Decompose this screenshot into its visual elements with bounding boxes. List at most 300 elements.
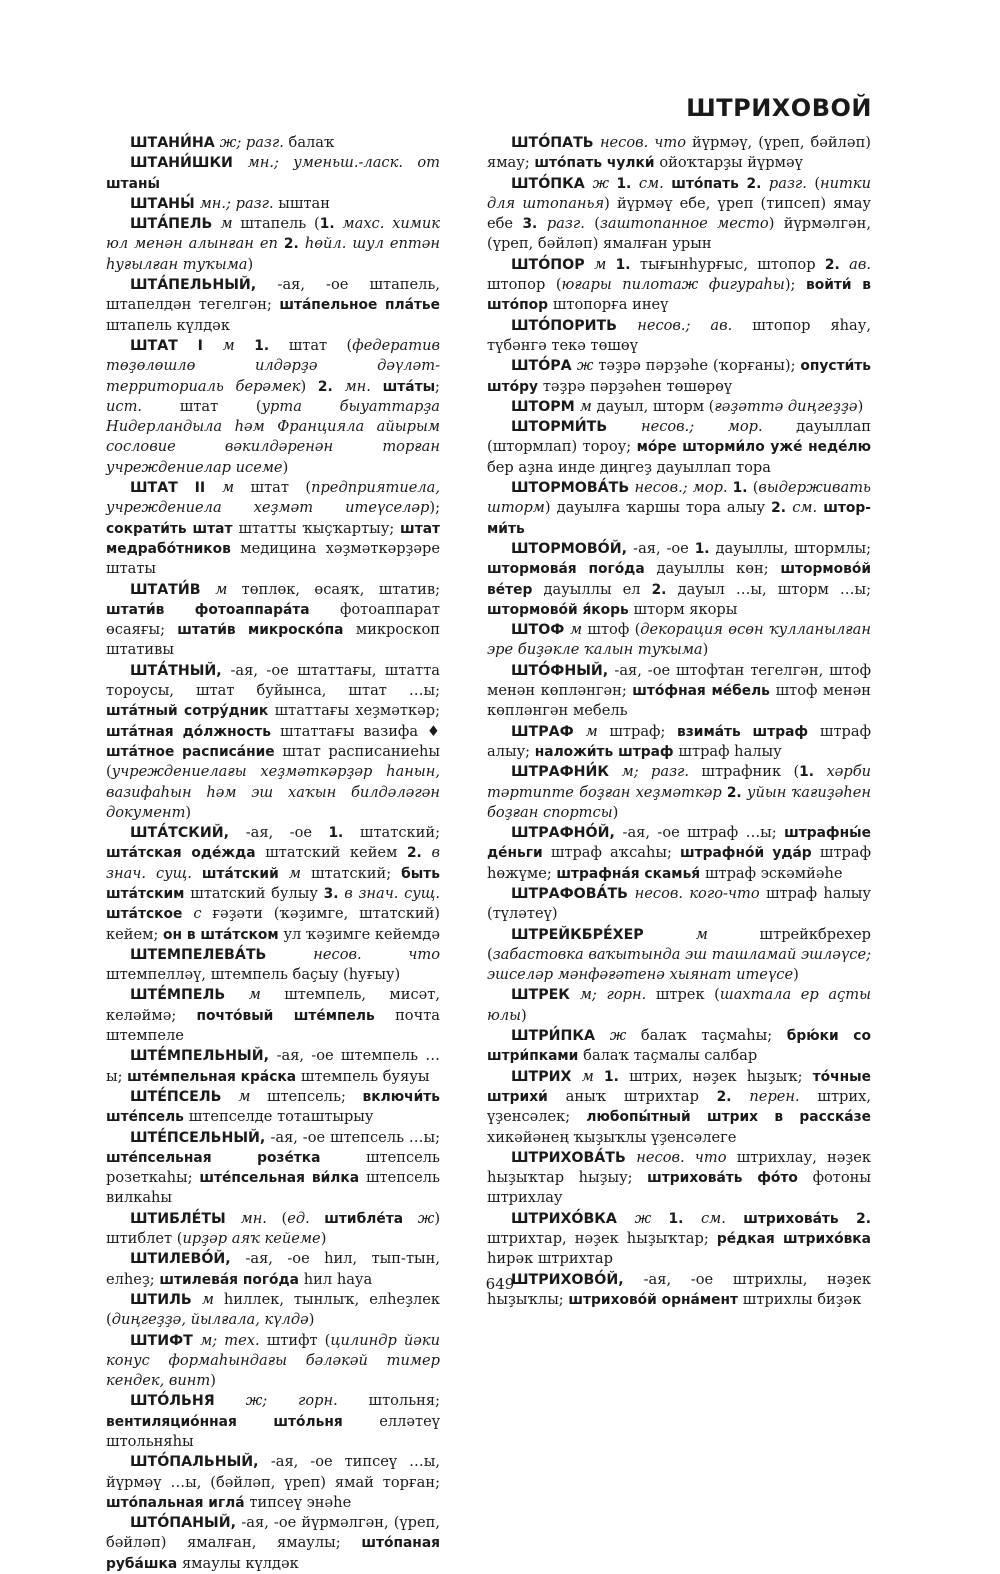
dictionary-entry (487, 620, 871, 661)
bold-phrase: он в шта́тском (163, 926, 284, 943)
bold-phrase: штормово́й ве́тер (487, 561, 871, 598)
entry-text: штатский; (311, 864, 402, 882)
entry-headword: ШТЕ́ПСЕЛЬ (130, 1088, 239, 1105)
entry-text: штемпель буяуы (300, 1067, 430, 1085)
bold-phrase: войти́ в што́пор (487, 277, 871, 314)
italic-label: см. (638, 174, 672, 192)
italic-label: уйын ҡағиҙәһен боҙған спортсы (487, 783, 871, 821)
entry-headword: ШТО́ПАТЬ (511, 135, 600, 151)
entry-text: дауыллы ел (543, 580, 652, 598)
dictionary-entry (487, 133, 871, 174)
entry-text: штепселде тоташтырыу (188, 1108, 374, 1126)
bold-phrase: мо́ре шторми́ло уже́ неде́лю (636, 439, 872, 456)
entry-text: дауыллы көн; (656, 560, 781, 578)
italic-label: м (695, 925, 760, 943)
italic-label: м (288, 864, 312, 882)
italic-label: см. (792, 499, 824, 517)
italic-label: м; тех. (200, 1331, 267, 1349)
entry-text: штраф эскәмйәһе (704, 864, 843, 882)
entry-text: һирәк штрихтар (487, 1250, 613, 1268)
dictionary-entry (487, 397, 871, 417)
entry-text: аныҡ штрихтар (565, 1087, 717, 1105)
entry-text: ( (594, 215, 600, 233)
bold-phrase: штилева́я пого́да (159, 1271, 304, 1288)
bold-phrase: 2. (716, 1088, 750, 1105)
entry-text: штраф һөжүме; (487, 844, 871, 882)
dictionary-entry (487, 174, 871, 255)
entry-text: ) (247, 255, 254, 273)
entry-text: штоф менән көпләнгән мебель (487, 682, 871, 720)
bold-phrase: штат медрабо́тников (106, 520, 441, 557)
bold-phrase: шта́тная до́лжность (106, 723, 281, 740)
italic-label: несов. что (636, 1148, 737, 1166)
italic-label: ед. (287, 1209, 325, 1227)
bold-phrase: штибле́та (324, 1210, 418, 1227)
dictionary-entry (106, 214, 440, 275)
entry-text: штрих, нәҙек һыҙыҡ; (629, 1067, 813, 1085)
entry-text: ойоҡтарҙы йүрмәү (659, 154, 803, 172)
entry-text: штаттағы хеҙмәткәр; (274, 702, 441, 720)
bold-phrase: вентиляцио́нная што́льня (106, 1413, 380, 1430)
entry-text: фотоаппарат өсаяғы; (106, 600, 440, 639)
italic-label: ж (417, 1209, 435, 1227)
entry-text: штатский булыу (190, 884, 324, 902)
entry-text: медицина хәҙмәткәрҙәре штаты (106, 539, 440, 578)
italic-label: федератив төҙөлөшлө илдәрҙә дәүләт-территориаль берәмек (106, 336, 440, 395)
bold-phrase: 1. (615, 256, 640, 273)
entry-headword: ШТРИХОВО́Й, (511, 1271, 644, 1288)
entry-text: ) (185, 803, 192, 821)
bold-phrase: наложи́ть штраф (534, 743, 679, 760)
italic-label: несов. что (313, 945, 440, 963)
entry-headword: ШТИЛЕВО́Й, (130, 1251, 246, 1268)
bold-phrase: 2. (651, 581, 678, 598)
italic-label: декорация өсөн ҡулланылған эре биҙәкле ҡалын туҡыма (487, 621, 871, 659)
entry-text: ул ҡәҙимге кейемдә (283, 925, 440, 943)
italic-label: м (220, 215, 241, 233)
bold-phrase: 2. (406, 845, 432, 862)
italic-label: ав. (849, 255, 872, 273)
left-column (106, 133, 440, 1574)
bold-phrase: 1. (319, 216, 343, 233)
dictionary-entry (487, 823, 871, 884)
italic-label: м (585, 722, 610, 740)
italic-label: мн. (344, 377, 383, 395)
entry-headword: ШТЕ́ПСЕЛЬНЫЙ, (130, 1129, 271, 1146)
entry-text: штатский кейем (265, 844, 407, 862)
entry-text: һил һауа (303, 1270, 373, 1288)
entry-text: фотоны штрихлау (487, 1169, 871, 1207)
entry-text: -ая, -ое штапель, штапелдән тегелгән; (106, 276, 441, 314)
bold-phrase: 2. (824, 256, 850, 273)
entry-headword: ШТА́ТСКИЙ, (130, 825, 246, 842)
entry-text: елләтеү штольняһы (106, 1412, 440, 1450)
entry-text: штепсель; (266, 1087, 363, 1105)
dictionary-entry (487, 478, 871, 539)
entry-text: ) (521, 1006, 527, 1024)
entry-headword: ШТРАФ (511, 723, 586, 740)
bold-phrase: шта́ты (382, 378, 436, 395)
dictionary-entry (106, 478, 440, 579)
dictionary-entry (487, 1026, 871, 1067)
dictionary-entry (487, 356, 871, 397)
bold-phrase: ште́псельная ви́лка (199, 1170, 366, 1187)
bold-phrase: 2. (771, 500, 793, 517)
dictionary-entry (106, 1209, 440, 1250)
entry-headword: ШТО́ПОР (511, 256, 595, 273)
italic-label: м (248, 986, 285, 1004)
entry-text: штепсель вилкаһы (106, 1169, 440, 1207)
entry-headword: ШТИЛЬ (130, 1291, 202, 1308)
bold-phrase: 1. (254, 337, 289, 354)
entry-text: ( (752, 479, 759, 497)
entry-text: балаҡ таҫмаһы; (640, 1027, 787, 1045)
italic-label: см. (700, 1209, 744, 1227)
entry-text: штрафник ( (701, 763, 800, 781)
italic-label: хәрби тәртипте боҙған хеҙмәткәр (487, 763, 872, 801)
entry-text: микроскоп штативы (106, 621, 440, 659)
entry-text: штрих, үҙенсәлек; (487, 1087, 871, 1126)
entry-text: ) йүрмәү ебе, үреп (типсеп) ямау ебе (487, 194, 871, 233)
entry-text: ) (320, 1230, 327, 1248)
entry-text: штат ( (179, 397, 262, 415)
bold-phrase: 1. (328, 825, 360, 842)
entry-headword: ШТРИХОВА́ТЬ (511, 1149, 637, 1166)
italic-label: ж (592, 174, 617, 192)
italic-label: мн.; разг. (199, 194, 279, 212)
italic-label: разг. (546, 215, 595, 233)
italic-label: м; горн. (579, 986, 656, 1004)
entry-text: штопор яһау, түбәнгә текә төшөү (487, 316, 871, 354)
entry-text: ); (429, 499, 440, 517)
dictionary-entry (487, 417, 871, 478)
entry-headword: ШТА́ПЕЛЬ (130, 216, 221, 233)
italic-label: ғәҙәттә диңгеҙҙә (714, 397, 858, 415)
entry-text: -ая, -ое типсеү …ы, йүрмәү …ы, (бәйләп, үреп) ямай торған; (106, 1453, 440, 1491)
entry-text: -ая, -ое (245, 824, 329, 842)
bold-phrase: штати́в микроско́па (177, 622, 356, 639)
entry-text: типсеү энәһе (249, 1493, 352, 1511)
entry-text: штрихлы биҙәк (742, 1290, 862, 1308)
entry-headword: ШТОРМ (511, 398, 580, 415)
entry-text: штопор ( (487, 276, 562, 294)
italic-label: ж; горн. (245, 1392, 369, 1410)
entry-text: тығынһурғыс, штопор (639, 255, 825, 273)
entry-text: штраф һалыу (678, 742, 782, 760)
entry-text: балаҡ (288, 134, 335, 151)
italic-label: диңгеҙҙә, йылғала, күлдә (111, 1311, 309, 1329)
entry-text: штраф алыу; (487, 722, 872, 760)
entry-text: штрейкбрехер ( (487, 925, 871, 963)
entry-text: тәҙрә пәрҙәһен төшөрөү (542, 377, 733, 395)
entry-headword: ШТО́ПАНЫЙ, (130, 1515, 242, 1532)
entry-text: ыштан (278, 194, 330, 212)
entry-text: дауыллы, штормлы; (715, 539, 872, 557)
entry-text: штрек ( (655, 986, 720, 1004)
bold-phrase: што́пальная игла́ (106, 1494, 250, 1511)
entry-text: һиллек, тынлыҡ, елһеҙлек ( (106, 1290, 440, 1329)
entry-text: штапель күлдәк (106, 316, 230, 334)
bold-phrase: то́чные штрихи́ (487, 1068, 871, 1105)
bold-phrase: брю́ки со штри́пками (487, 1028, 871, 1065)
dictionary-entry (106, 336, 440, 478)
entry-text: төплөк, өсаяҡ, штатив; (241, 580, 440, 598)
entry-headword: ШТАТИ́В (130, 581, 216, 598)
italic-label: м (201, 1290, 224, 1308)
entry-headword: ШТАНИ́НА (130, 135, 220, 151)
entry-headword: ШТОРМОВО́Й, (511, 540, 634, 557)
entry-text: штат расписаниеһы ( (106, 742, 440, 781)
bold-phrase: штрафно́й уда́р (679, 845, 820, 862)
bold-phrase: шта́тское (106, 906, 194, 923)
bold-phrase: штрихова́ть фо́то (647, 1170, 813, 1187)
entry-headword: ШТРИХО́ВКА (511, 1210, 635, 1227)
italic-label: нитки для штопанья (487, 174, 872, 212)
entry-text: -ая, -ое штрихлы, нәҙек һыҙыҡлы; (487, 1270, 871, 1308)
dictionary-entry (106, 945, 440, 986)
entry-text: ) (308, 1311, 315, 1329)
italic-label: м (594, 255, 616, 273)
bold-phrase: што́пать 2. (671, 175, 769, 192)
dictionary-entry (106, 580, 440, 661)
page-number: 649 (485, 1275, 515, 1293)
entry-text: -ая, -ое штраф …ы; (622, 824, 785, 842)
italic-label: м; разг. (621, 763, 702, 781)
bold-phrase: 1. (732, 480, 753, 497)
entry-headword: ШТРАФОВА́ТЬ (511, 885, 635, 902)
italic-label: юғары пилотаж фигураһы (561, 276, 785, 294)
entry-text: -ая, -ое штепсель …ы; (270, 1128, 441, 1146)
italic-label: м (581, 1067, 604, 1085)
italic-label: учреждениелағы хеҙмәткәрҙәр һанын, вазифаһын һәм эш хаҡын билдәләгән документ (106, 763, 440, 821)
entry-text: дауыл, шторм ( (596, 397, 715, 415)
bold-phrase: 3. (323, 885, 345, 902)
dictionary-entry (487, 255, 871, 316)
dictionary-entry (487, 316, 871, 357)
entry-text: ғәҙәти (ҡәҙимге, штатский) кейем; (106, 905, 440, 943)
entry-text: йүрмәү, (үреп, бәйләп) ямау; (487, 134, 871, 172)
entry-text: штоф ( (587, 621, 641, 639)
entry-text: -ая, -ое штаттағы, штатта тороусы, штат буйынса, штат …ы; (106, 661, 441, 700)
bold-phrase: што́пать чулки́ (534, 155, 660, 172)
bold-phrase: 3. (522, 216, 547, 233)
bold-phrase: штрафны́е де́ньги (487, 825, 871, 862)
entry-text: штатты ҡыҫҡартыу; (238, 519, 401, 537)
entry-headword: ШТОФ (511, 622, 570, 639)
entry-text: ) (702, 641, 709, 659)
dictionary-entry (106, 153, 440, 194)
entry-text: -ая, -ое һил, тып-тын, елһеҙ; (106, 1250, 441, 1288)
bold-phrase: што́паная руба́шка (106, 1535, 440, 1572)
entry-text: -ая, -ое йүрмәлгән, (үреп, бәйләп) ямалған, ямаулы; (106, 1514, 440, 1552)
entry-text: хикәйәнең ҡыҙыҡлы үҙенсәлеге (487, 1128, 737, 1146)
entry-headword: ШТО́РА (511, 358, 577, 375)
entry-text: бер аҙна инде диңгеҙ дауыллап тора (487, 458, 771, 476)
entry-text: штаттағы вазифа ♦ (280, 722, 440, 740)
entry-text: штемпелләү, штемпель баҫыу (һуғыу) (106, 966, 401, 984)
entry-text: штемпель, мисәт, келәймә; (106, 986, 440, 1024)
italic-label: ж (634, 1209, 669, 1227)
bold-phrase: штрихова́ть 2. (743, 1210, 871, 1227)
bold-phrase: шторми́ть (487, 500, 871, 537)
bold-phrase: 2. (283, 236, 305, 253)
entry-headword: ШТЕ́МПЕЛЬНЫЙ, (130, 1048, 277, 1065)
italic-label: һөйл. шул ептән һуғылған туҡыма (106, 235, 440, 273)
entry-text: штат ( (288, 336, 353, 354)
italic-label: в знач. сущ. (344, 884, 440, 902)
bold-phrase: 1. (603, 1068, 630, 1085)
bold-phrase: почто́вый ште́мпель (196, 1007, 396, 1024)
running-head: ШТРИХОВОЙ (686, 94, 872, 122)
bold-phrase: 1. (616, 175, 639, 192)
bold-phrase: любопы́тный штрих в расска́зе (586, 1109, 871, 1126)
dictionary-entry (487, 1148, 871, 1209)
italic-label: урта быуаттарҙа Нидерландыла һәм Францияла айырым сословие вәкилдәренән торған учреждениелар исеме (106, 397, 440, 476)
italic-label: м (238, 1087, 267, 1105)
entry-text: штраф һалыу (түләтеү) (487, 884, 871, 923)
bold-phrase: штрафна́я скамья́ (556, 865, 705, 882)
entry-headword: ШТРЕК (511, 987, 580, 1004)
dictionary-entry (106, 194, 440, 214)
entry-headword: ШТЕ́МПЕЛЬ (130, 987, 249, 1004)
entry-text: штат ( (250, 479, 312, 497)
entry-headword: ШТО́ПАЛЬНЫЙ, (130, 1454, 271, 1471)
entry-text: штраф; (609, 722, 678, 740)
entry-text: ) (282, 458, 289, 476)
dictionary-entry (106, 275, 440, 336)
dictionary-entry (106, 985, 440, 1046)
bold-phrase: 2. (317, 378, 345, 395)
bold-phrase: 1. (694, 540, 716, 557)
italic-label: несов.; мор. (640, 418, 797, 436)
italic-label: ирҙәр аяҡ кейеме (182, 1230, 321, 1248)
entry-headword: ШТО́ПКА (511, 175, 593, 192)
entry-text: штраф аҡсаһы; (550, 844, 680, 862)
entry-text: ; (435, 377, 440, 395)
italic-label: заштопанное место (599, 215, 769, 233)
italic-label: несов. что (599, 134, 693, 151)
bold-phrase: быть шта́тским (106, 865, 440, 902)
bold-phrase: шта́пельное пла́тье (279, 297, 440, 314)
entry-text: ) (857, 397, 864, 415)
entry-headword: ШТРИ́ПКА (511, 1028, 610, 1045)
entry-text: тәҙрә пәрҙәһе (ҡорғаны); (598, 357, 801, 375)
italic-label: мн.; уменьш.-ласк. от (247, 154, 440, 172)
entry-text: ) (793, 966, 799, 984)
italic-label: м (221, 479, 251, 497)
italic-label: цилиндр йәки конус формаһындағы бәләкәй тимер кендек, винт (106, 1331, 441, 1390)
dictionary-entry (487, 762, 871, 823)
entry-text: штольня; (368, 1392, 440, 1410)
bold-phrase: включи́ть ште́псель (106, 1088, 440, 1126)
dictionary-entry (487, 1209, 871, 1270)
entry-headword: ШТРАФНИ́К (511, 764, 622, 781)
bold-phrase: ште́псельная розе́тка (106, 1149, 366, 1166)
entry-headword: ШТАТ I (130, 337, 223, 354)
bold-phrase: шта́тное расписа́ние (106, 743, 283, 760)
entry-text: -ая, -ое штемпель …ы; (106, 1047, 440, 1085)
entry-text: штатский; (359, 824, 440, 842)
bold-phrase: што́фная ме́бель (632, 683, 776, 700)
dictionary-entry (106, 1087, 440, 1128)
italic-label: ист. (106, 397, 180, 415)
entry-headword: ШТО́ФНЫЙ, (511, 662, 615, 679)
italic-label: несов.; ав. (637, 316, 753, 334)
dictionary-entry (106, 1046, 440, 1087)
entry-text: ) йүрмәлгән, (үреп, бәйләп) ямалған урын (487, 215, 872, 253)
right-column (487, 133, 871, 1310)
bold-phrase: 1. (668, 1210, 701, 1227)
entry-headword: ШТОРМОВА́ТЬ (511, 480, 635, 497)
entry-headword: ШТАНЫ́ (130, 195, 200, 212)
bold-phrase: штормово́й я́корь (487, 601, 634, 618)
entry-text: штопорға инеү (552, 296, 669, 314)
italic-label: с (193, 905, 213, 923)
dictionary-entry (106, 1391, 440, 1452)
entry-headword: ШТОРМИ́ТЬ (511, 419, 641, 436)
italic-label: м (222, 336, 255, 354)
italic-label: м (579, 397, 597, 415)
dictionary-entry (487, 661, 871, 722)
entry-text: штрихлау, нәҙек һыҙыҡтар һыҙыу; (487, 1148, 872, 1187)
entry-text: дауыллап (штормлап) тороу; (487, 418, 871, 456)
bold-phrase: опусти́ть што́ру (487, 358, 871, 395)
italic-label: разг. (768, 174, 815, 192)
dictionary-entry (106, 1331, 440, 1392)
dictionary-entry (487, 925, 871, 986)
dictionary-entry (106, 1513, 440, 1574)
entry-headword: ШТАТ II (130, 480, 222, 497)
entry-headword: ШТЕМПЕЛЕВА́ТЬ (130, 946, 314, 963)
entry-headword: ШТИФТ (130, 1332, 201, 1349)
dictionary-entry (106, 823, 440, 945)
bold-phrase: шта́тская оде́жда (106, 845, 266, 862)
bold-phrase: 2. (726, 784, 747, 801)
dictionary-entry (487, 722, 871, 763)
entry-headword: ШТО́ПОРИТЬ (511, 317, 638, 334)
entry-text: ( (281, 1209, 288, 1227)
bold-phrase: 1. (799, 764, 827, 781)
entry-headword: ШТО́ЛЬНЯ (130, 1393, 246, 1410)
entry-text: ) (612, 803, 619, 821)
entry-text: ) (300, 377, 318, 395)
entry-headword: ШТРИХ (511, 1068, 582, 1085)
entry-text: ); (784, 276, 806, 294)
entry-text: ) дауылға ҡаршы тора алыу (544, 499, 772, 517)
bold-phrase: штормова́я пого́да (487, 561, 657, 578)
entry-text: балаҡ таҫмалы салбар (583, 1047, 758, 1065)
entry-text: штифт ( (266, 1331, 331, 1349)
bold-phrase: штати́в фотоаппара́та (106, 601, 340, 618)
italic-label: несов. кого-что (634, 884, 766, 902)
entry-text: ямаулы күлдәк (181, 1554, 299, 1572)
italic-label: мн. (240, 1209, 282, 1227)
bold-phrase: сократи́ть штат (106, 520, 239, 537)
entry-text: штапель ( (240, 215, 320, 233)
entry-headword: ШТА́ПЕЛЬНЫЙ, (130, 277, 278, 294)
entry-text: дауыл …ы, шторм …ы; (677, 580, 872, 598)
bold-phrase: шта́тский (201, 865, 289, 882)
italic-label: шахтала ер аҫты юлы (487, 986, 871, 1024)
italic-label: забастовка ваҡытында эш ташламай эшләүсе; эшселәр мәнфәғәтенә хыянат итеүсе (487, 945, 871, 984)
dictionary-entry (106, 133, 440, 153)
bold-phrase: взима́ть штраф (677, 723, 820, 740)
bold-phrase: ре́дкая штрихо́вка (716, 1231, 871, 1248)
italic-label: ж; разг. (219, 134, 289, 151)
entry-headword: ШТРЕЙКБРЕ́ХЕР (511, 926, 696, 943)
italic-label: м (215, 580, 242, 598)
dictionary-entry (106, 1452, 440, 1513)
